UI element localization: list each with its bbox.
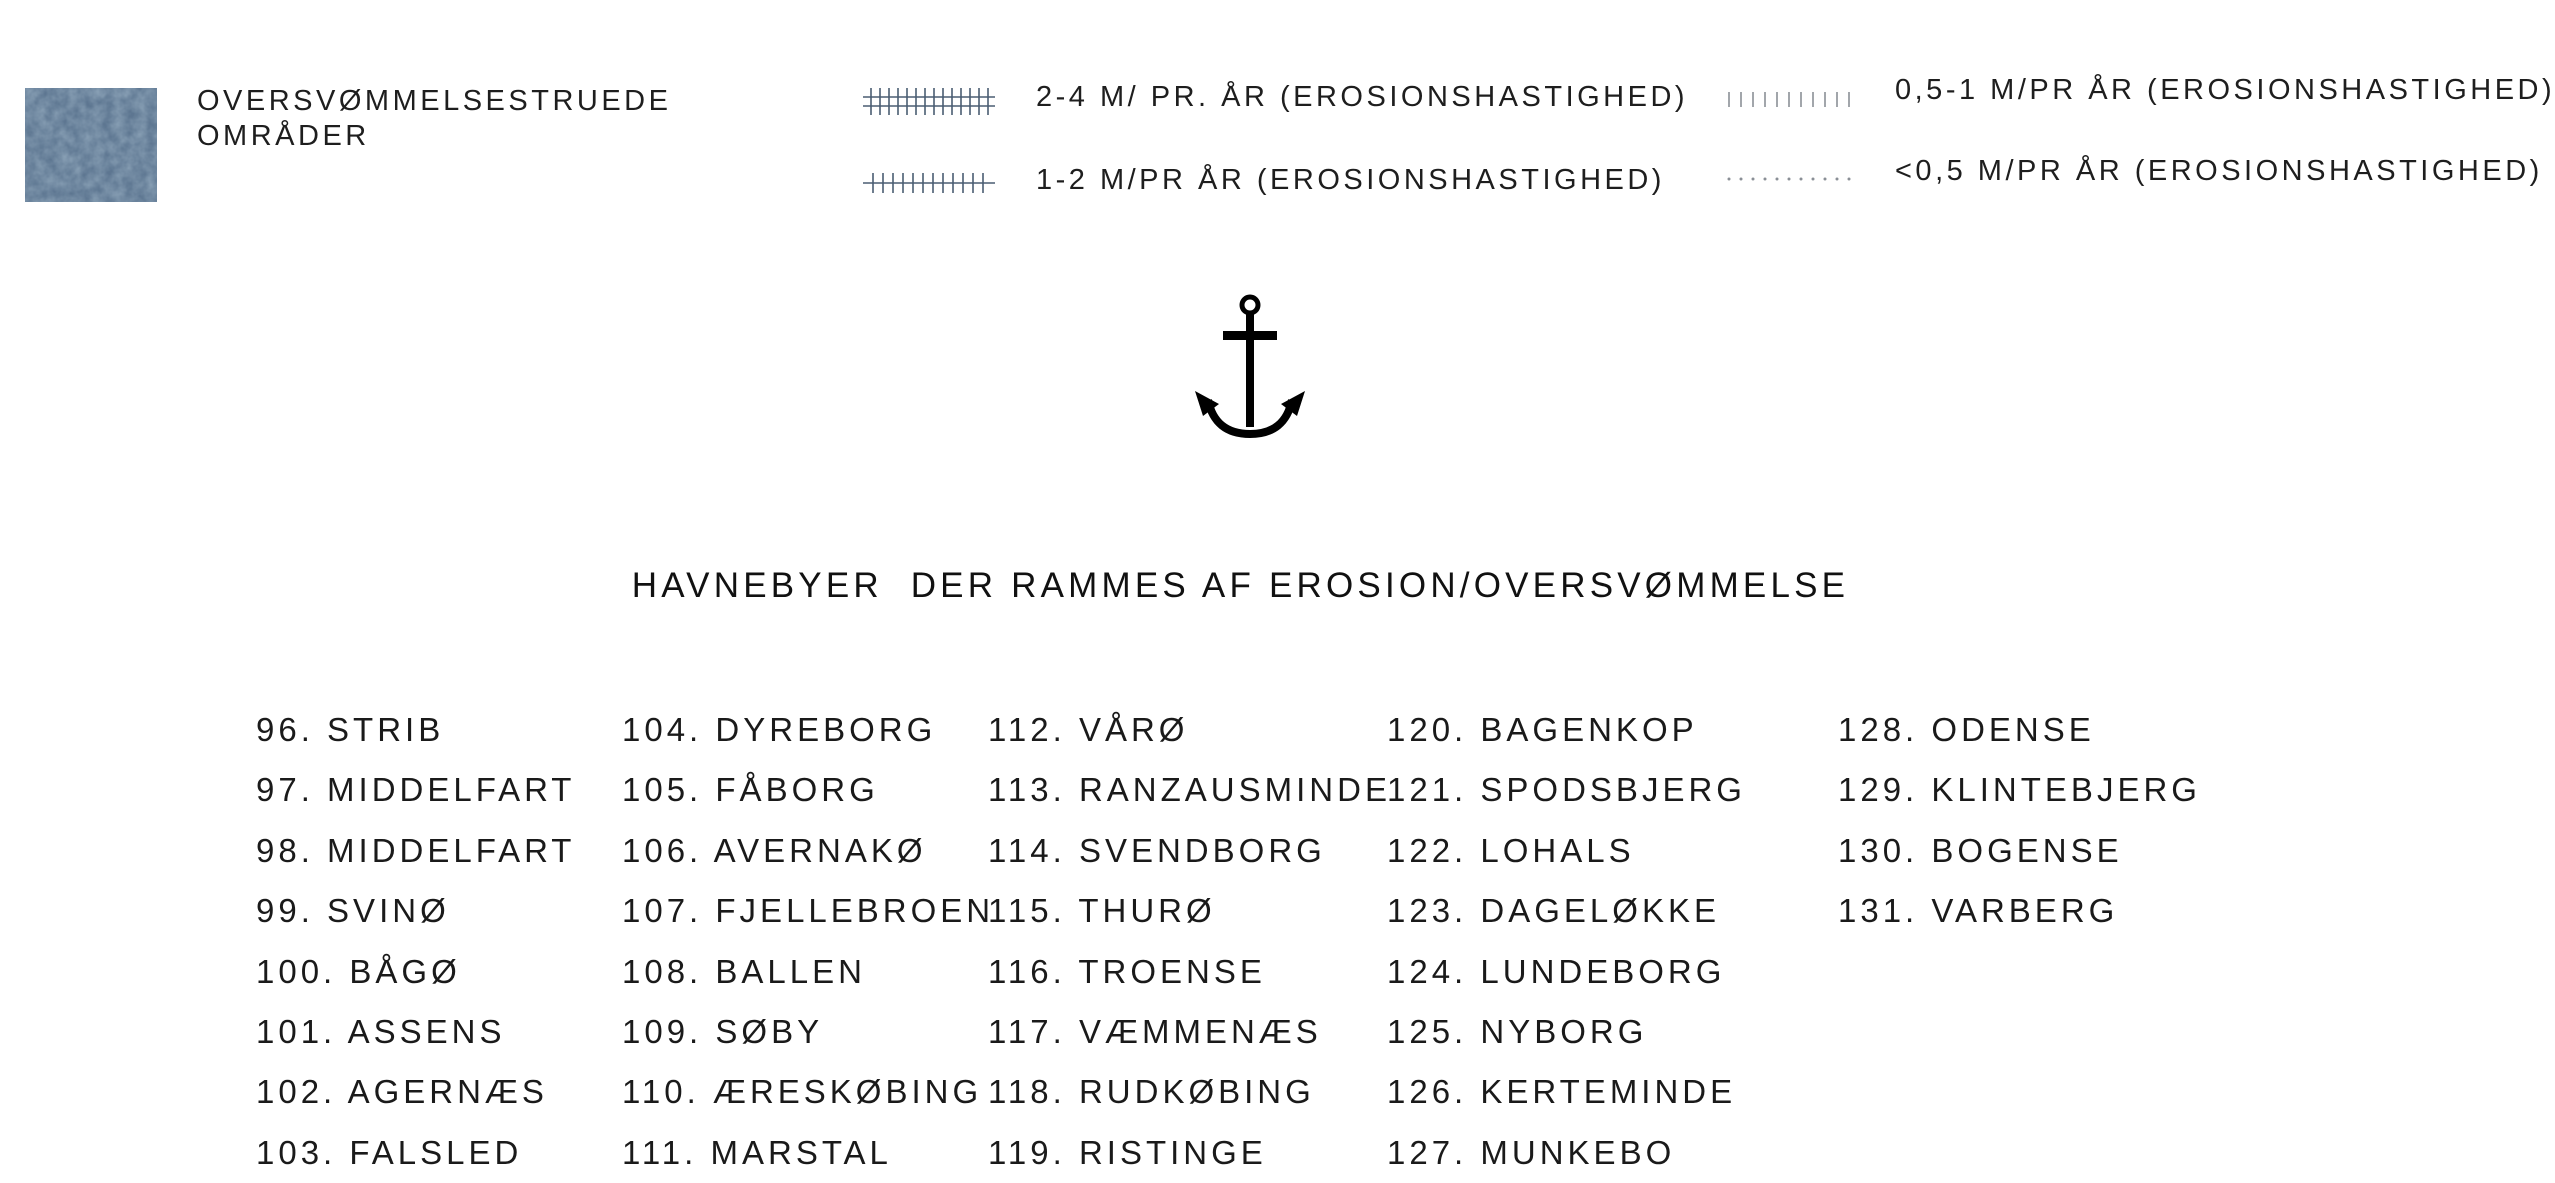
town-list-column-4: [1387, 700, 1746, 1183]
list-item: 110. ÆRESKØBING: [622, 1073, 983, 1111]
legend-erosion-1-2-label: 1-2 M/PR ÅR (EROSIONSHASTIGHED): [1036, 164, 1665, 196]
list-item: 131. VARBERG: [1838, 892, 2119, 930]
list-item: 108. BALLEN: [622, 952, 866, 990]
list-item: 123. DAGELØKKE: [1387, 892, 1720, 930]
list-item: 107. FJELLEBROEN: [622, 892, 995, 930]
list-item: 119. RISTINGE: [988, 1133, 1267, 1171]
list-item: 120. BAGENKOP: [1387, 711, 1698, 748]
town-list-column-3: [988, 700, 1391, 1183]
list-item: 126. KERTEMINDE: [1387, 1073, 1737, 1111]
legend-erosion-2-4-label: 2-4 M/ PR. ÅR (EROSIONSHASTIGHED): [1036, 81, 1689, 113]
crosshatch-line-icon: [863, 170, 995, 196]
legend-erosion-lt05-label: <0,5 M/PR ÅR (EROSIONSHASTIGHED): [1895, 155, 2543, 187]
dense-crosshatch-line-icon: [863, 86, 995, 118]
list-item: 101. ASSENS: [256, 1012, 506, 1050]
list-item: 122. LOHALS: [1387, 831, 1635, 869]
list-item: 121. SPODSBJERG: [1387, 771, 1746, 809]
anchor-icon: [1195, 292, 1305, 442]
list-item: 100. BÅGØ: [256, 952, 461, 990]
list-item: 106. AVERNAKØ: [622, 831, 927, 869]
list-item: 103. FALSLED: [256, 1133, 523, 1171]
list-item: 97. MIDDELFART: [256, 771, 576, 809]
list-item: 113. RANZAUSMINDE: [988, 771, 1391, 809]
dot-line-icon: [1726, 172, 1858, 186]
list-item: 112. VÅRØ: [988, 711, 1189, 748]
list-item: 117. VÆMMENÆS: [988, 1012, 1322, 1050]
list-item: 111. MARSTAL: [622, 1133, 892, 1171]
list-item: 125. NYBORG: [1387, 1012, 1648, 1050]
list-item: 129. KLINTEBJERG: [1838, 771, 2201, 809]
flood-area-swatch: [25, 88, 157, 202]
list-item: 109. SØBY: [622, 1012, 824, 1050]
list-item: 104. DYREBORG: [622, 711, 937, 748]
list-item: 98. MIDDELFART: [256, 831, 576, 869]
list-item: 116. TROENSE: [988, 952, 1266, 990]
town-list-column-2: [622, 700, 994, 1183]
town-list-column-5: [1838, 700, 2201, 942]
legend-flood-label-line1: OVERSVØMMELSESTRUEDE: [197, 85, 672, 117]
list-item: 127. MUNKEBO: [1387, 1133, 1676, 1171]
tick-line-icon: [1726, 88, 1858, 110]
list-item: 118. RUDKØBING: [988, 1073, 1315, 1111]
list-item: 115. THURØ: [988, 892, 1216, 930]
list-item: 114. SVENDBORG: [988, 831, 1326, 869]
page-title: HAVNEBYER DER RAMMES AF EROSION/OVERSVØMMELSE: [631, 566, 1850, 605]
list-item: 96. STRIB: [256, 711, 445, 748]
list-item: 128. ODENSE: [1838, 711, 2095, 748]
legend-flood-label-line2: OMRÅDER: [197, 120, 370, 152]
list-item: 102. AGERNÆS: [256, 1073, 548, 1111]
list-item: 105. FÅBORG: [622, 771, 879, 809]
list-item: 130. BOGENSE: [1838, 831, 2123, 869]
town-list-column-1: [256, 700, 575, 1183]
legend-erosion-05-1-label: 0,5-1 M/PR ÅR (EROSIONSHASTIGHED): [1895, 74, 2555, 106]
list-item: 99. SVINØ: [256, 892, 450, 930]
list-item: 124. LUNDEBORG: [1387, 952, 1726, 990]
